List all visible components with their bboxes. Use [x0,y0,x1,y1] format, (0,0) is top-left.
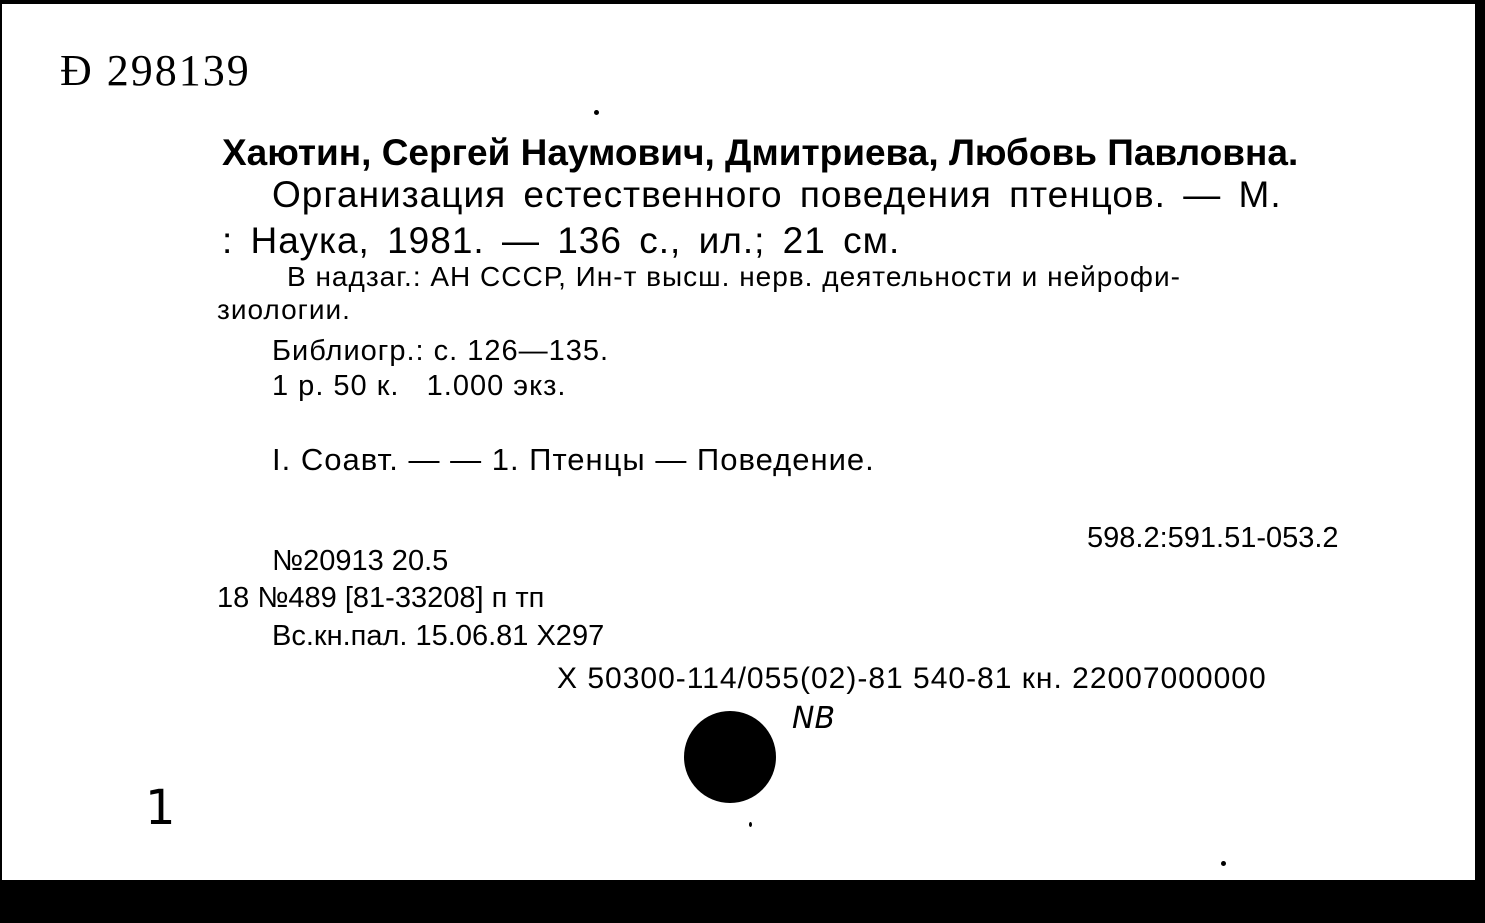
punch-hole [684,711,776,803]
ink-dot [749,822,752,827]
title-line-1: Организация естественного поведения птенцов. — М. [272,174,1282,215]
price-and-print-run: 1 р. 50 к. 1.000 экз. [272,370,567,402]
subject-tracing: I. Соавт. — — 1. Птенцы — Поведение. [272,442,875,477]
call-number: Ð 298139 [60,46,251,95]
publication-codes: Х 50300-114/055(02)-81 540-81 кн. 22007000000 [557,662,1267,695]
stock-number: №20913 20.5 [272,545,449,577]
handwritten-number: 1 [145,780,176,836]
handwritten-nb-mark: NB [792,701,836,736]
authors-heading: Хаютин, Сергей Наумович, Дмитриева, Любовь Павловна. [222,132,1299,173]
bibliography-note: Библиогр.: с. 126—135. [272,335,610,367]
udc-classification: 598.2:591.51-053.2 [1087,522,1339,554]
ink-dot [594,110,599,115]
order-number: 18 №489 [81-33208] п тп [217,582,545,614]
note-line-1: В надзаг.: АН СССР, Ин-т высш. нерв. деятельности и нейрофи- [287,261,1181,292]
catalog-card [2,4,1475,880]
book-chamber-registry: Вс.кн.пал. 15.06.81 Х297 [272,620,605,652]
ink-dot [1221,861,1226,866]
note-line-2: зиологии. [217,294,351,325]
title-line-2: : Наука, 1981. — 136 с., ил.; 21 см. [222,220,901,261]
